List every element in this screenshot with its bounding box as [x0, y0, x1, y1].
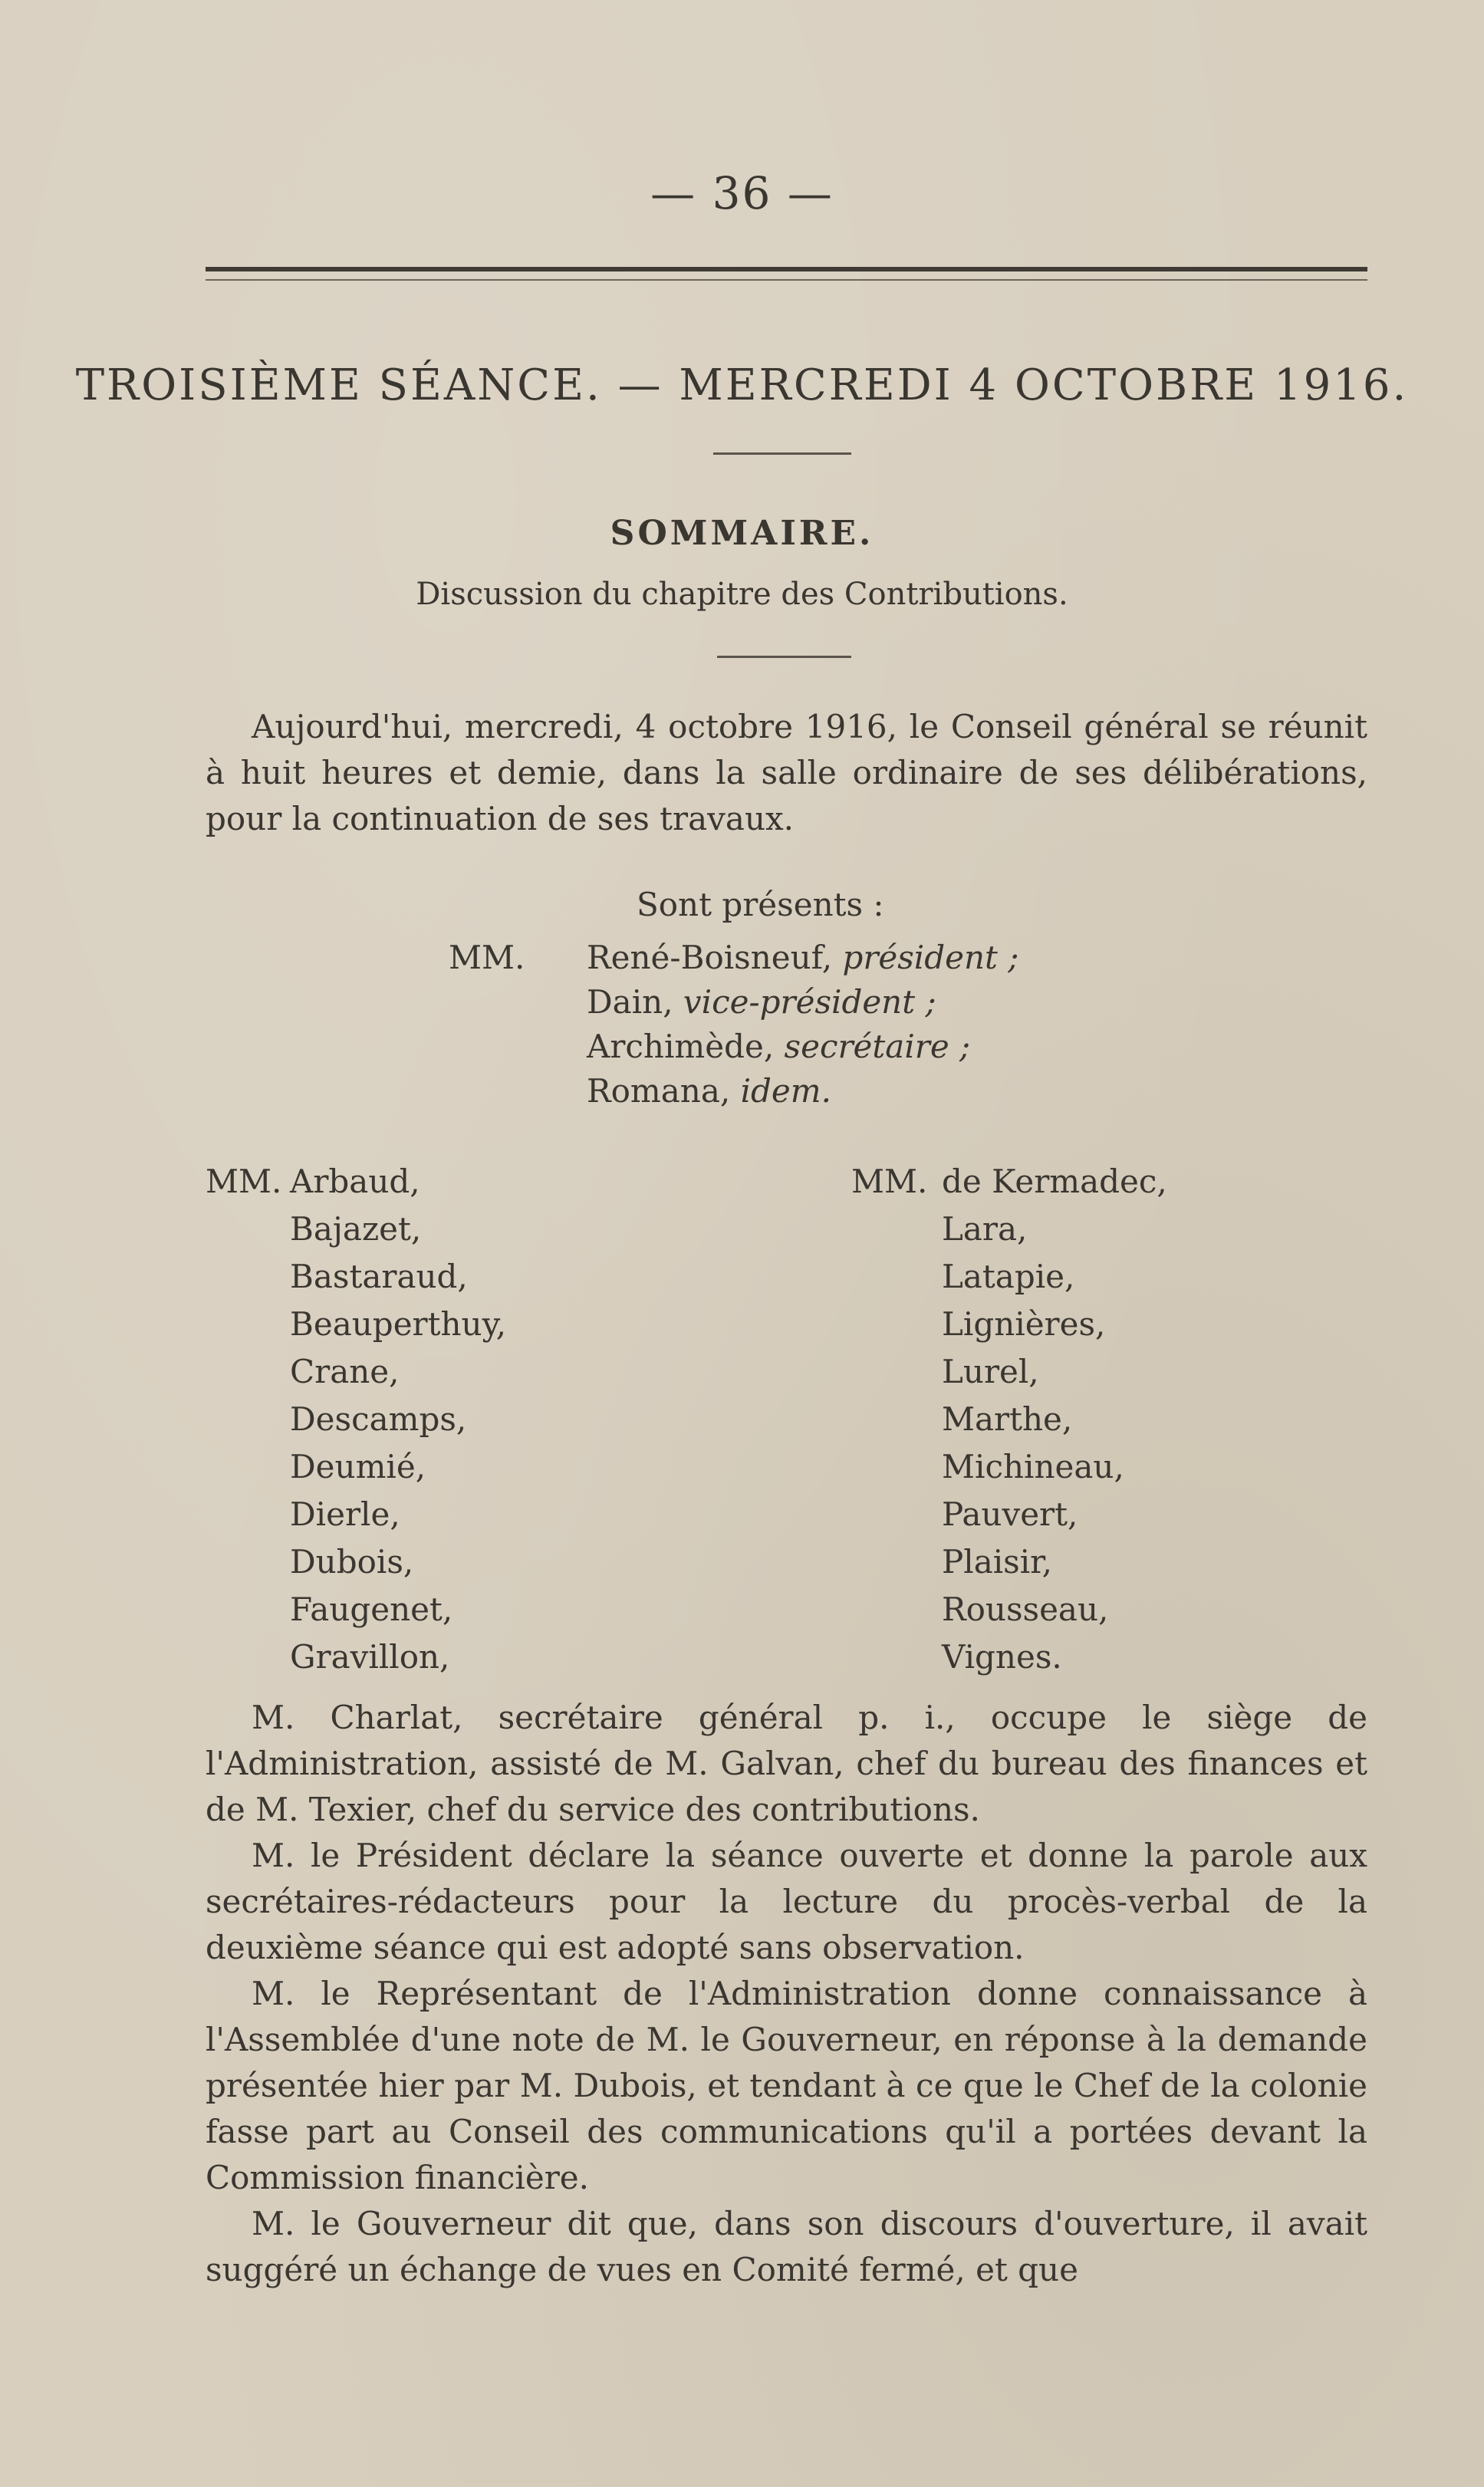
member-row: Rousseau,: [942, 1591, 1109, 1628]
sommaire-title: SOMMAIRE.: [610, 514, 874, 553]
officer-row: [449, 980, 1018, 1025]
officer-role: vice-président ;: [683, 983, 936, 1021]
member-row: Lignières,: [942, 1305, 1106, 1343]
divider-rule-1: [713, 452, 851, 455]
officer-name: René-Boisneuf,: [587, 939, 833, 976]
member-row: Latapie,: [942, 1258, 1075, 1295]
intro-paragraph: [206, 704, 1367, 842]
paragraph: M. le Gouverneur dit que, dans son discours d'ouverture, il avait suggéré un échange de vues en Comité fermé, et que: [206, 2205, 1367, 2288]
member-row: Lara,: [942, 1210, 1028, 1248]
member-row: Vignes.: [942, 1638, 1062, 1676]
sommaire-text: Discussion du chapitre des Contributions.: [416, 577, 1068, 612]
paragraph: M. Charlat, secrétaire général p. i., occupe le siège de l'Administration, assisté de M. Galvan, chef du bureau des finances et de M. Texier, chef du service des contributions.: [206, 1699, 1367, 1828]
officer-row: [449, 1025, 1018, 1069]
officers-list: [449, 936, 1018, 1114]
officer-role: secrétaire ;: [784, 1028, 971, 1065]
header-rule-thick: [206, 267, 1367, 271]
header-double-rule: [206, 267, 1367, 281]
members-left-column: [206, 1158, 506, 1681]
member-row: Michineau,: [942, 1448, 1124, 1485]
intro-text: Aujourd'hui, mercredi, 4 octobre 1916, le Conseil général se réunit à huit heures et demie, dans la salle ordinaire de ses délibérations, pour la continuation de ses travaux.: [206, 708, 1367, 837]
member-row: [851, 1158, 1167, 1206]
page-number: — 36 —: [650, 167, 834, 219]
member-row: Marthe,: [942, 1400, 1073, 1438]
member-row: Bajazet,: [290, 1210, 422, 1248]
member-row: Dierle,: [290, 1495, 400, 1533]
members-right-column: [851, 1158, 1167, 1681]
paragraph: M. le Représentant de l'Administration donne connaissance à l'Assemblée d'une note de M. le Gouverneur, en réponse à la demande présentée hier par M. Dubois, et tendant à ce que le Chef de la colonie fasse part au Conseil des communications qu'il a portées devant la Commission financière.: [206, 1975, 1367, 2196]
session-heading: TROISIÈME SÉANCE. — MERCREDI 4 OCTOBRE 1916.: [75, 360, 1409, 410]
member-row: Crane,: [290, 1353, 400, 1390]
members-prefix: MM.: [851, 1163, 928, 1200]
divider-rule-2: [717, 656, 851, 658]
member-row: Pauvert,: [942, 1495, 1078, 1533]
member-row: Beauperthuy,: [290, 1305, 507, 1343]
officer-role: président ;: [842, 939, 1019, 976]
officer-name: Romana,: [587, 1072, 731, 1110]
officer-row: [449, 936, 1018, 980]
officer-name: Archimède,: [587, 1028, 775, 1065]
members-prefix: MM.: [206, 1163, 282, 1200]
member-row: Lurel,: [942, 1353, 1039, 1390]
header-rule-thin: [206, 279, 1367, 281]
officer-row: [449, 1069, 1018, 1114]
member-row: Plaisir,: [942, 1543, 1052, 1581]
officer-prefix: MM.: [449, 939, 525, 976]
member-row: Bastaraud,: [290, 1258, 468, 1295]
member-row: Gravillon,: [290, 1638, 450, 1676]
member-name: de Kermadec,: [942, 1163, 1167, 1200]
paragraph: M. le Président déclare la séance ouverte et donne la parole aux secrétaires-rédacteurs pour la lecture du procès-verbal de la deuxième séance qui est adopté sans observation.: [206, 1837, 1367, 1966]
member-row: Descamps,: [290, 1400, 467, 1438]
member-row: Faugenet,: [290, 1591, 453, 1628]
officer-name: Dain,: [587, 983, 673, 1021]
member-row: [206, 1158, 506, 1206]
officer-role: idem.: [740, 1072, 831, 1110]
member-row: Deumié,: [290, 1448, 426, 1485]
presents-title: Sont présents :: [637, 886, 884, 923]
member-row: Dubois,: [290, 1543, 414, 1581]
body-paragraphs: [206, 1695, 1367, 2293]
member-name: Arbaud,: [290, 1163, 420, 1200]
